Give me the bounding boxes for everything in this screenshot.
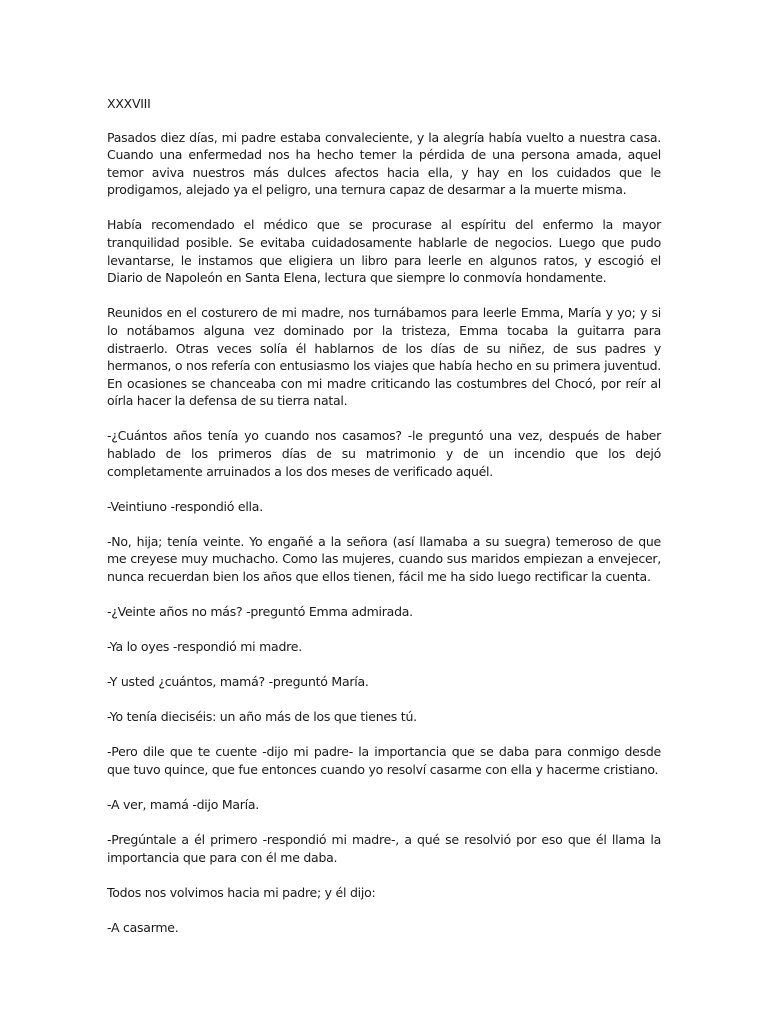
paragraph: -Yo tenía dieciséis: un año más de los que tienes tú. [107,709,417,725]
paragraph: Pasados diez días, mi padre estaba convaleciente, y la alegría había vuelto a nuestra casa. Cuando una enfermedad nos ha hecho temer la pérdida de una persona amada, aquel temor aviva nuestros más dulces afectos hacia ella, y hay en los cuidados que le prodigamos, alejado ya el peligro, una ternura capaz de desarmar a la muerte misma. [107,129,661,198]
paragraph: -A casarme. [107,920,179,935]
paragraph: -No, hija; tenía veinte. Yo engañé a la señora (así llamaba a su suegra) temeroso de que me creyese muy muchacho. Como las mujeres, cuando sus maridos empiezan a envejecer, nunca recuerdan bien los años que ellos tienen, fácil me ha sido luego rectificar la cuenta. [107,533,661,584]
chapter-heading: XXXVIII [107,96,151,111]
paragraph: Reunidos en el costurero de mi madre, nos turnábamos para leerle Emma, María y yo; y si lo notábamos alguna vez dominado por la tristeza, Emma tocaba la guitarra para distraerlo. Otras veces solía él hablarnos de los días de su niñez, de sus padres y hermanos, o nos refería con entusiasmo los viajes que había hecho en su primera juventud. En ocasiones se chanceaba con mi madre criticando las costumbres del Chocó, por reír al oírla hacer la defensa de su tierra natal. [107,305,661,409]
paragraph: -Pregúntale a él primero -respondió mi madre-, a qué se resolvió por eso que él llama la importancia que para con él me daba. [107,832,661,865]
paragraph: -Pero dile que te cuente -dijo mi padre- la importancia que se daba para conmigo desde que tuvo quince, que fue entonces cuando yo resolví casarme con ella y hacerme cristiano. [107,744,661,778]
paragraph: -¿Cuántos años tenía yo cuando nos casamos? -le preguntó una vez, después de haber hablado de los primeros días de su matrimonio y de un incendio que los dejó completamente arruinados a los dos meses de verificado aquél. [107,428,661,479]
paragraph: -Veintiuno -respondió ella. [107,498,263,514]
paragraph: Había recomendado el médico que se procurase al espíritu del enfermo la mayor tranquilidad posible. Se evitaba cuidadosamente hablarle de negocios. Luego que pudo levantarse, le instamos que eligiera un libro para leerle en algunos ratos, y escogió el Diario de Napoleón en Santa Elena, lectura que siempre lo conmovía hondamente. [107,217,661,286]
paragraph: -A ver, mamá -dijo María. [107,797,260,813]
paragraph: -Ya lo oyes -respondió mi madre. [107,639,302,655]
paragraph: -Y usted ¿cuántos, mamá? -preguntó María. [107,674,369,690]
paragraph: Todos nos volvimos hacia mi padre; y él dijo: [107,884,376,900]
paragraph: -¿Veinte años no más? -preguntó Emma admirada. [107,604,413,620]
